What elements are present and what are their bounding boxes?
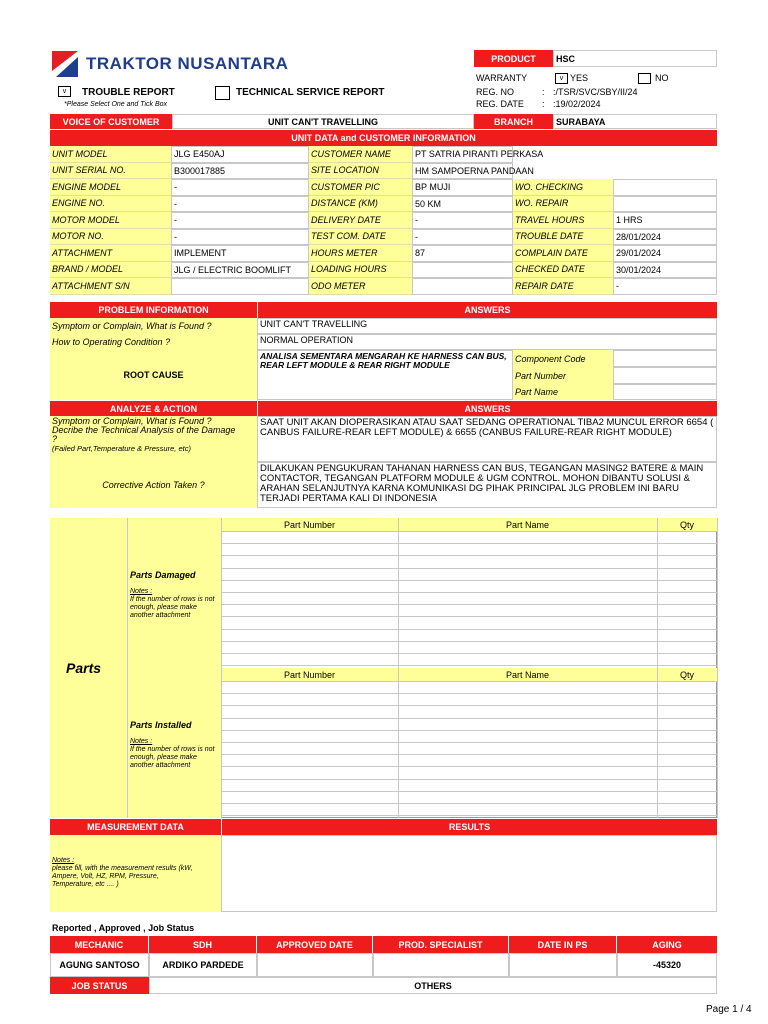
reg-no-label: REG. NO xyxy=(476,87,515,97)
measurement-header: MEASUREMENT DATA xyxy=(50,819,221,835)
grid-col-line xyxy=(717,668,718,818)
unit-field-value: 29/01/2024 xyxy=(613,245,717,262)
parts-installed-notes-label: Notes : xyxy=(130,738,153,745)
parts-input-cell[interactable] xyxy=(398,730,657,742)
parts-input-cell[interactable] xyxy=(398,641,657,653)
parts-input-cell[interactable] xyxy=(398,580,657,592)
product-value: HSC xyxy=(553,50,717,67)
job-status-value: OTHERS xyxy=(149,977,717,994)
part-name-label: Part Name xyxy=(513,384,613,400)
parts-input-cell[interactable] xyxy=(398,531,657,543)
part-number-label: Part Number xyxy=(513,367,613,384)
unit-field-value: B300017885 xyxy=(171,163,309,180)
parts-input-cell[interactable] xyxy=(398,616,657,628)
analyze-q1-line3: (Failed Part,Temperature & Pressure, etc) xyxy=(52,444,191,453)
product-label: PRODUCT xyxy=(474,50,553,67)
unit-field-label: TROUBLE DATE xyxy=(513,229,613,246)
tsr-checkbox[interactable] xyxy=(215,86,230,100)
parts-input-cell[interactable] xyxy=(221,592,398,604)
grid-row-line xyxy=(221,815,717,816)
damaged-col-part-number: Part Number xyxy=(221,518,398,531)
reg-date-label: REG. DATE xyxy=(476,99,524,109)
parts-damaged-notes-label: Notes : xyxy=(130,588,153,595)
parts-input-cell[interactable] xyxy=(221,766,398,778)
measurement-notes-label: Notes : xyxy=(52,857,75,864)
tsr-label: TECHNICAL SERVICE REPORT xyxy=(236,87,385,98)
unit-field-label: LOADING HOURS xyxy=(309,262,412,279)
parts-input-cell[interactable] xyxy=(657,718,717,730)
parts-installed-label: Parts Installed xyxy=(130,720,192,730)
unit-field-value: JLG / ELECTRIC BOOMLIFT xyxy=(171,262,309,279)
unit-field-label: SITE LOCATION xyxy=(309,163,412,180)
problem-q2: How to Operating Condition ? xyxy=(50,334,257,350)
reg-date-colon: : xyxy=(542,99,545,109)
parts-input-cell[interactable] xyxy=(398,568,657,580)
parts-input-cell[interactable] xyxy=(221,803,398,815)
unit-field-value: 87 xyxy=(412,245,513,262)
parts-input-cell[interactable] xyxy=(221,580,398,592)
status-col-header: PROD. SPECIALIST xyxy=(373,936,508,953)
damaged-col-part-name: Part Name xyxy=(398,518,657,531)
parts-input-cell[interactable] xyxy=(657,803,717,815)
parts-input-cell[interactable] xyxy=(398,693,657,705)
unit-field-value: 30/01/2024 xyxy=(613,262,717,279)
component-code-value xyxy=(613,350,717,367)
parts-input-cell[interactable] xyxy=(657,568,717,580)
analyze-q1-line2: Decribe the Technical Analysis of the Damage ? xyxy=(52,425,236,444)
page-number: Page 1 / 4 xyxy=(706,1004,752,1015)
reg-date-value: :19/02/2024 xyxy=(553,99,601,109)
parts-input-cell[interactable] xyxy=(221,730,398,742)
unit-field-label: DISTANCE (KM) xyxy=(309,196,412,213)
status-col-value: ARDIKO PARDEDE xyxy=(149,953,257,977)
unit-field-label: DELIVERY DATE xyxy=(309,212,412,229)
trouble-report-label: TROUBLE REPORT xyxy=(82,87,175,98)
status-col-value xyxy=(509,953,617,977)
results-header: RESULTS xyxy=(222,819,717,835)
problem-a2: NORMAL OPERATION xyxy=(257,334,717,350)
company-logo-icon xyxy=(52,51,78,77)
unit-field-value xyxy=(613,179,717,196)
status-col-value xyxy=(373,953,509,977)
measurement-notes: please fill, with the measurement results (kW, Ampere, Volt, HZ, RPM, Pressure, Temperature, etc .... ) xyxy=(52,865,193,888)
parts-input-cell[interactable] xyxy=(657,730,717,742)
analyze-q1-line1: Symptom or Complain, What is Found ? xyxy=(52,416,212,426)
unit-field-value: BP MUJI xyxy=(412,179,513,196)
analyze-q1-box xyxy=(50,416,257,462)
unit-field-label: MOTOR MODEL xyxy=(50,212,171,229)
parts-input-cell[interactable] xyxy=(398,592,657,604)
unit-field-label: WO. CHECKING xyxy=(513,179,613,196)
unit-field-value xyxy=(412,278,513,295)
status-col-header: APPROVED DATE xyxy=(257,936,372,953)
problem-header: PROBLEM INFORMATION xyxy=(50,302,257,318)
parts-input-cell[interactable] xyxy=(398,555,657,567)
parts-input-cell[interactable] xyxy=(221,742,398,754)
parts-input-cell[interactable] xyxy=(398,766,657,778)
parts-input-cell[interactable] xyxy=(221,604,398,616)
parts-input-cell[interactable] xyxy=(657,754,717,766)
root-cause-label: ROOT CAUSE xyxy=(50,350,257,400)
parts-input-cell[interactable] xyxy=(221,555,398,567)
branch-label: BRANCH xyxy=(474,114,553,129)
parts-input-cell[interactable] xyxy=(398,629,657,641)
parts-input-cell[interactable] xyxy=(657,766,717,778)
unit-field-label: ATTACHMENT S/N xyxy=(50,278,171,295)
parts-input-cell[interactable] xyxy=(221,616,398,628)
unit-field-value: 50 KM xyxy=(412,196,513,213)
warranty-no-label: NO xyxy=(655,73,669,83)
unit-field-value xyxy=(613,146,717,163)
branch-value: SURABAYA xyxy=(553,114,717,129)
unit-field-value xyxy=(613,163,717,180)
warranty-label: WARRANTY xyxy=(476,73,528,83)
unit-field-value: 1 HRS xyxy=(613,212,717,229)
corrective-action-value: DILAKUKAN PENGUKURAN TAHANAN HARNESS CAN BUS, TEGANGAN MASING2 BATERE & MAIN CONTACTOR, TEGANGAN PLATFORM MODULE & UGM CONTROL. MOHON DIBANTU SOLUSI & ARAHAN SELANJUTNYA KARNA KOMUNIKASI DG PIHAK PRINCIPAL JLG PROBLEM INI BARU TERJADI PERTAMA KALI DI INDONESIA xyxy=(257,462,717,508)
parts-input-cell[interactable] xyxy=(657,653,717,665)
parts-input-cell[interactable] xyxy=(657,791,717,803)
parts-input-cell[interactable] xyxy=(398,681,657,693)
unit-field-value xyxy=(171,278,309,295)
parts-input-cell[interactable] xyxy=(221,779,398,791)
root-cause-value: ANALISA SEMENTARA MENGARAH KE HARNESS CAN BUS, REAR LEFT MODULE & REAR RIGHT MODULE xyxy=(257,350,513,400)
parts-input-cell[interactable] xyxy=(657,641,717,653)
parts-input-cell[interactable] xyxy=(221,568,398,580)
unit-field-label: CHECKED DATE xyxy=(513,262,613,279)
unit-field-label: MOTOR NO. xyxy=(50,229,171,246)
voc-value: UNIT CAN'T TRAVELLING xyxy=(172,114,474,129)
parts-input-cell[interactable] xyxy=(398,543,657,555)
trouble-report-checkbox[interactable]: v xyxy=(58,86,71,97)
parts-input-cell[interactable] xyxy=(221,629,398,641)
unit-field-label: UNIT MODEL xyxy=(50,146,171,163)
parts-input-cell[interactable] xyxy=(657,693,717,705)
parts-input-cell[interactable] xyxy=(657,779,717,791)
unit-field-label: ODO METER xyxy=(309,278,412,295)
parts-input-cell[interactable] xyxy=(398,653,657,665)
voc-label: VOICE OF CUSTOMER xyxy=(50,114,172,129)
parts-title: Parts xyxy=(66,660,102,676)
parts-input-cell[interactable] xyxy=(657,592,717,604)
status-col-header: MECHANIC xyxy=(50,936,148,953)
unit-field-label: HOURS METER xyxy=(309,245,412,262)
unit-field-value: - xyxy=(613,278,717,295)
measurement-results-box xyxy=(221,835,717,912)
parts-input-cell[interactable] xyxy=(398,742,657,754)
unit-field-value: PT SATRIA PIRANTI PERKASA xyxy=(412,146,513,163)
unit-field-value: - xyxy=(171,179,309,196)
corrective-action-label: Corrective Action Taken ? xyxy=(50,462,257,508)
parts-input-cell[interactable] xyxy=(221,681,398,693)
unit-field-value: HM SAMPOERNA PANDAAN xyxy=(412,163,513,180)
problem-a1: UNIT CAN'T TRAVELLING xyxy=(257,318,717,334)
part-name-value xyxy=(613,384,717,400)
warranty-yes-checkbox[interactable]: v xyxy=(555,73,568,84)
warranty-no-checkbox[interactable] xyxy=(638,73,651,84)
component-code-label: Component Code xyxy=(513,350,613,367)
parts-input-cell[interactable] xyxy=(657,555,717,567)
status-col-value: AGUNG SANTOSO xyxy=(50,953,149,977)
status-col-value: -45320 xyxy=(617,953,717,977)
damaged-col-qty: Qty xyxy=(657,518,717,531)
parts-installed-notes: If the number of rows is not enough, please make another attachment xyxy=(130,746,215,769)
reg-no-value: :/TSR/SVC/SBY/II/24 xyxy=(553,87,638,97)
parts-input-cell[interactable] xyxy=(657,742,717,754)
unit-field-label: WO. REPAIR xyxy=(513,196,613,213)
reported-title: Reported , Approved , Job Status xyxy=(52,923,195,933)
problem-q1: Symptom or Complain, What is Found ? xyxy=(50,318,257,334)
unit-field-label: UNIT SERIAL NO. xyxy=(50,163,171,180)
unit-field-value xyxy=(412,262,513,279)
parts-input-cell[interactable] xyxy=(657,604,717,616)
unit-section-title: UNIT DATA and CUSTOMER INFORMATION xyxy=(50,130,717,146)
unit-field-label: TEST COM. DATE xyxy=(309,229,412,246)
analyze-header: ANALYZE & ACTION xyxy=(50,401,257,416)
status-col-header: SDH xyxy=(149,936,256,953)
reg-no-colon: : xyxy=(542,87,545,97)
parts-input-cell[interactable] xyxy=(398,754,657,766)
status-col-header: DATE IN PS xyxy=(509,936,616,953)
grid-row-line xyxy=(221,665,717,666)
parts-input-cell[interactable] xyxy=(657,705,717,717)
parts-input-cell[interactable] xyxy=(398,604,657,616)
parts-input-cell[interactable] xyxy=(221,693,398,705)
unit-field-value: - xyxy=(412,212,513,229)
parts-input-cell[interactable] xyxy=(657,531,717,543)
analyze-a1: SAAT UNIT AKAN DIOPERASIKAN ATAU SAAT SEDANG OPERATIONAL TIBA2 MUNCUL ERROR 6654 ( CANBUS FAILURE-REAR LEFT MODULE) & 6655 (CANBUS FAILURE-REAR RIGHT MODULE) xyxy=(257,416,717,462)
parts-input-cell[interactable] xyxy=(398,803,657,815)
unit-field-value: - xyxy=(171,196,309,213)
parts-input-cell[interactable] xyxy=(657,629,717,641)
job-status-label: JOB STATUS xyxy=(50,977,149,994)
status-col-header: AGING xyxy=(617,936,717,953)
parts-input-cell[interactable] xyxy=(221,791,398,803)
select-hint: *Please Select One and Tick Box xyxy=(64,101,168,108)
parts-input-cell[interactable] xyxy=(221,718,398,730)
parts-input-cell[interactable] xyxy=(398,779,657,791)
parts-input-cell[interactable] xyxy=(657,616,717,628)
parts-input-cell[interactable] xyxy=(221,531,398,543)
unit-field-label: TRAVEL HOURS xyxy=(513,212,613,229)
parts-input-cell[interactable] xyxy=(398,718,657,730)
installed-col-qty: Qty xyxy=(657,668,717,681)
parts-input-cell[interactable] xyxy=(221,653,398,665)
parts-input-cell[interactable] xyxy=(221,754,398,766)
parts-input-cell[interactable] xyxy=(221,641,398,653)
part-number-value xyxy=(613,367,717,384)
parts-input-cell[interactable] xyxy=(398,705,657,717)
warranty-yes-label: YES xyxy=(570,73,589,83)
unit-field-value: 28/01/2024 xyxy=(613,229,717,246)
unit-field-value xyxy=(613,196,717,213)
unit-field-label: REPAIR DATE xyxy=(513,278,613,295)
unit-field-label: ENGINE NO. xyxy=(50,196,171,213)
unit-field-label: COMPLAIN DATE xyxy=(513,245,613,262)
parts-input-cell[interactable] xyxy=(221,543,398,555)
parts-input-cell[interactable] xyxy=(398,791,657,803)
parts-damaged-notes: If the number of rows is not enough, please make another attachment xyxy=(130,596,215,619)
unit-field-value: - xyxy=(412,229,513,246)
unit-field-label xyxy=(513,163,613,180)
unit-field-label xyxy=(513,146,613,163)
unit-field-value: JLG E450AJ xyxy=(171,146,309,163)
parts-damaged-label: Parts Damaged xyxy=(130,570,196,580)
unit-field-label: BRAND / MODEL xyxy=(50,262,171,279)
installed-col-part-number: Part Number xyxy=(221,668,398,681)
parts-input-cell[interactable] xyxy=(657,681,717,693)
parts-input-cell[interactable] xyxy=(221,705,398,717)
problem-answers-header: ANSWERS xyxy=(258,302,717,318)
grid-col-line xyxy=(717,518,718,668)
parts-input-cell[interactable] xyxy=(657,543,717,555)
company-name: TRAKTOR NUSANTARA xyxy=(86,54,289,73)
status-col-value xyxy=(257,953,373,977)
unit-field-label: ATTACHMENT xyxy=(50,245,171,262)
unit-field-value: - xyxy=(171,229,309,246)
unit-field-label: CUSTOMER NAME xyxy=(309,146,412,163)
unit-field-value: - xyxy=(171,212,309,229)
unit-field-label: ENGINE MODEL xyxy=(50,179,171,196)
unit-field-label: CUSTOMER PIC xyxy=(309,179,412,196)
installed-col-part-name: Part Name xyxy=(398,668,657,681)
analyze-answers-header: ANSWERS xyxy=(258,401,717,416)
parts-input-cell[interactable] xyxy=(657,580,717,592)
unit-field-value: IMPLEMENT xyxy=(171,245,309,262)
